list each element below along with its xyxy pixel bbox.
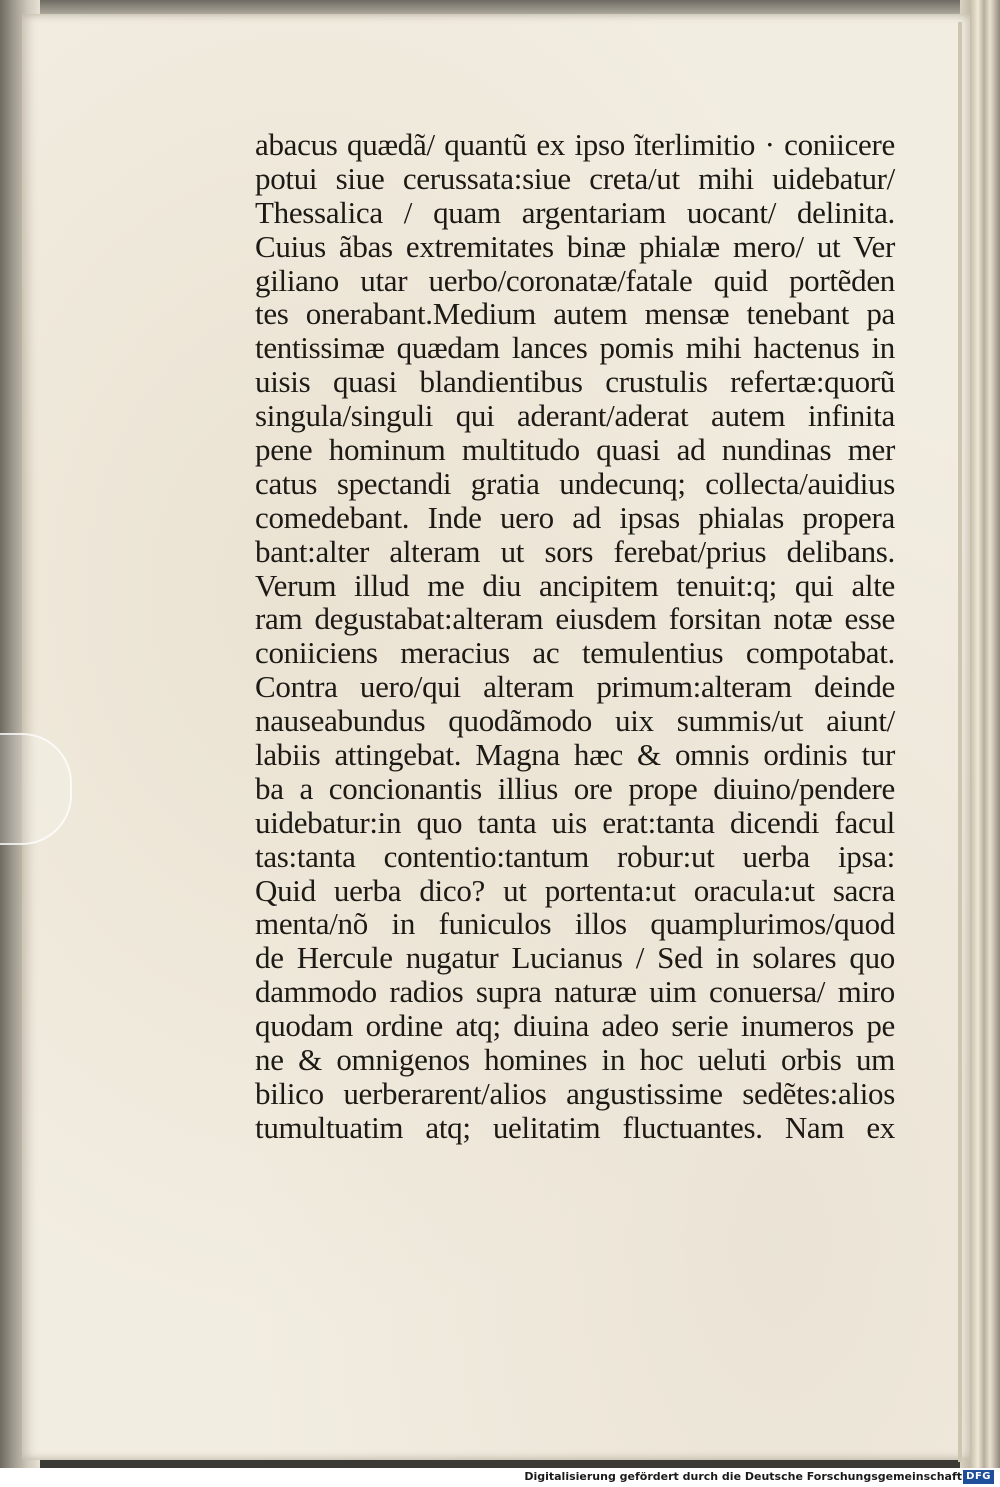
text-line: abacus quædã/ quantũ ex ipso ĩterlimitio · coniicere xyxy=(255,127,895,162)
text-line: ram degustabat:alteram eiusdem forsitan notæ esse xyxy=(255,601,895,637)
text-line: catus spectandi gratia undecunq; collecta/auidius xyxy=(255,465,895,501)
text-line: uidebatur:in quo tanta uis erat:tanta dicendi facul xyxy=(255,804,895,840)
text-line: pene hominum multitudo quasi ad nundinas mer xyxy=(255,432,895,468)
text-line: dammodo radios supra naturæ uim conuersa/ miro xyxy=(255,974,895,1010)
text-line: ne & omnigenos homines in hoc ueluti orbis um xyxy=(255,1042,895,1078)
text-line: de Hercule nugatur Lucianus / Sed in solares quo xyxy=(255,940,895,976)
text-line: Contra uero/qui alteram primum:alteram deinde xyxy=(255,669,895,705)
text-line: tas:tanta contentio:tantum robur:ut uerba ipsa: xyxy=(255,838,895,874)
text-line: nauseabundus quodãmodo uix summis/ut aiunt/ xyxy=(255,703,895,739)
text-line: uisis quasi blandientibus crustulis refertæ:quorũ xyxy=(255,364,895,400)
text-line: tentissimæ quædam lances pomis mihi hactenus in xyxy=(255,330,895,366)
dfg-logo: DFG xyxy=(963,1470,994,1484)
text-line: ba a concionantis illius ore prope diuino/pendere xyxy=(255,770,895,806)
text-line: Cuius ãbas extremitates binæ phialæ mero/ ut Ver xyxy=(255,228,895,264)
text-line: comedebant. Inde uero ad ipsas phialas propera xyxy=(255,499,895,535)
text-line: menta/nõ in funiculos illos quamplurimos/quod xyxy=(255,906,895,942)
text-line: quodam ordine atq; diuina adeo serie inumeros pe xyxy=(255,1008,895,1044)
text-line: singula/singuli qui aderant/aderat autem infinita xyxy=(255,398,895,434)
footer-credit: Digitalisierung gefördert durch die Deutsche Forschungsgemeinschaft xyxy=(524,1470,962,1483)
text-line: bilico uerberarent/alios angustissime sedẽtes:alios xyxy=(255,1075,895,1111)
text-line: tes onerabant.Medium autem mensæ tenebant pa xyxy=(255,296,895,332)
text-line: Verum illud me diu ancipitem tenuit:q; qui alte xyxy=(255,567,895,603)
text-line: potui siue cerussata:siue creta/ut mihi uidebatur/ xyxy=(255,160,895,196)
text-line: giliano utar uerbo/coronatæ/fatale quid portẽden xyxy=(255,262,895,298)
text-line: tumultuatim atq; uelitatim fluctuantes. Nam ex xyxy=(255,1109,895,1145)
text-line: Quid uerba dico? ut portenta:ut oracula:ut sacra xyxy=(255,872,895,908)
page-text xyxy=(255,128,895,1145)
text-line: coniiciens meracius ac temulentius compotabat. xyxy=(255,635,895,671)
text-line: labiis attingebat. Magna hæc & omnis ordinis tur xyxy=(255,737,895,773)
text-line: bant:alter alteram ut sors ferebat/prius delibans. xyxy=(255,533,895,569)
text-line: Thessalica / quam argentariam uocant/ delinita. xyxy=(255,194,895,230)
page-edge xyxy=(958,22,962,1462)
